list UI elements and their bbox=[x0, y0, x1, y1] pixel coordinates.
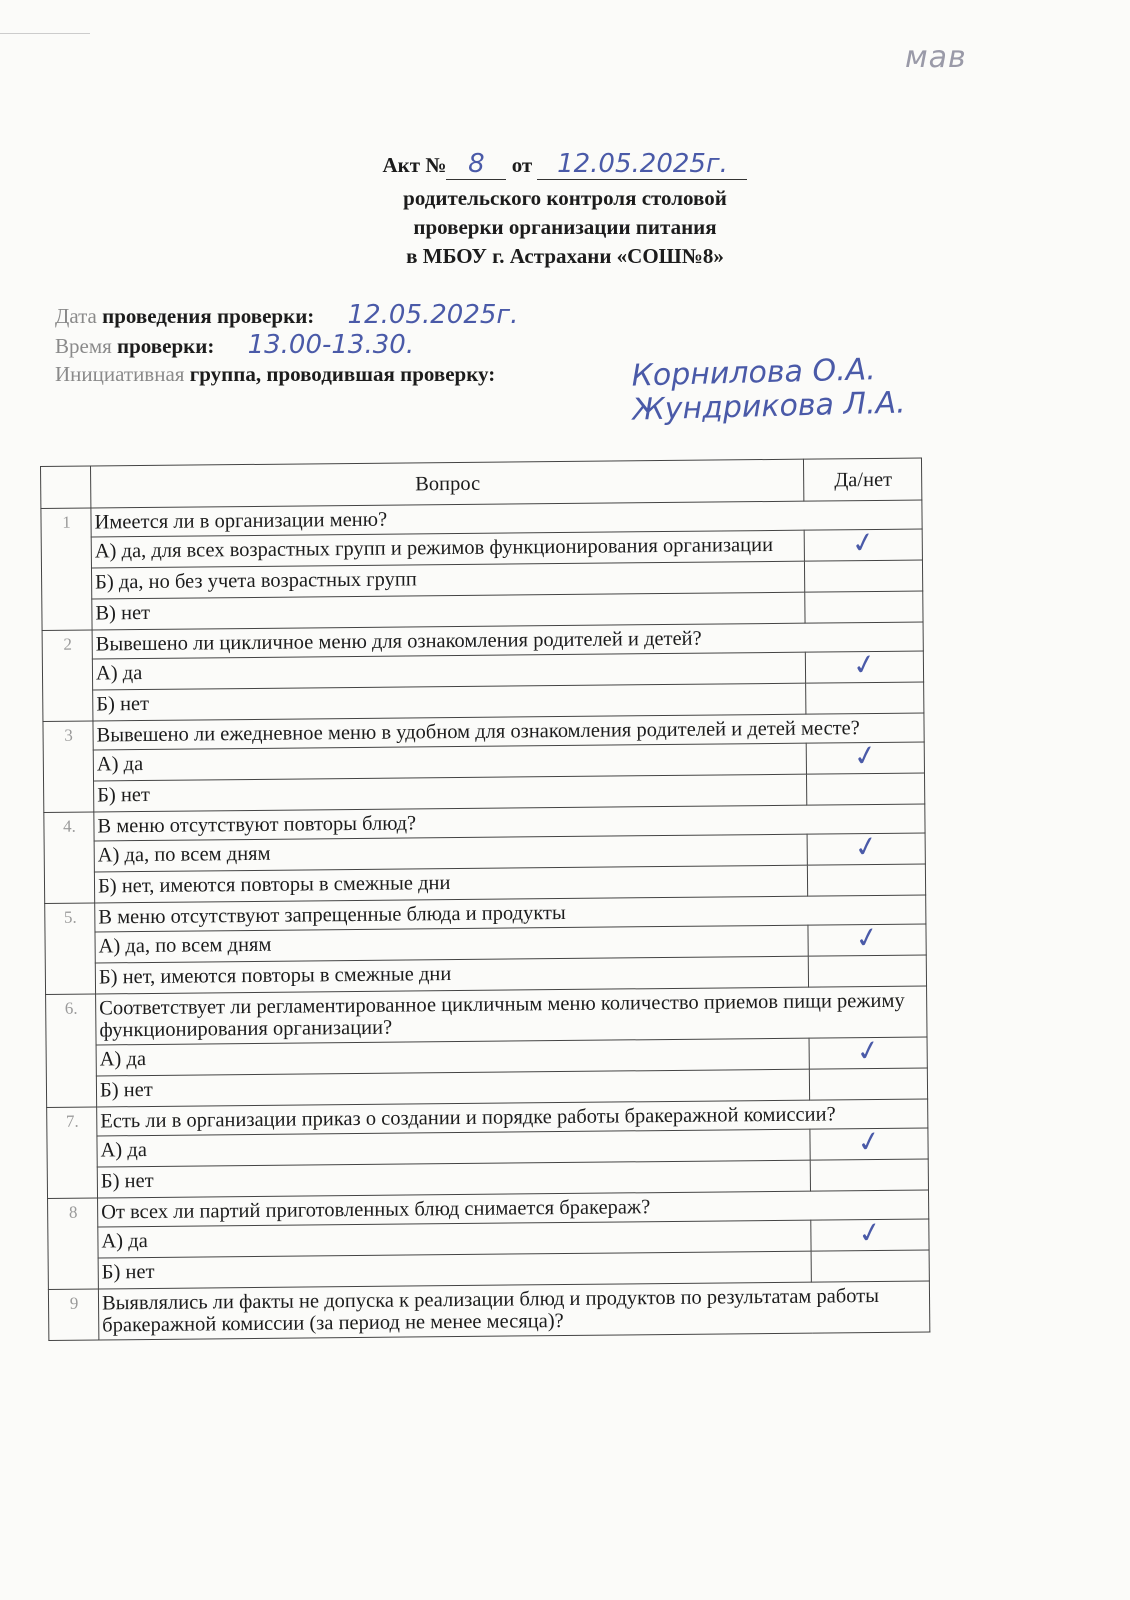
answer-cell bbox=[810, 1159, 928, 1191]
answer-cell bbox=[805, 591, 923, 623]
option-text: А) да, по всем дням bbox=[94, 834, 807, 872]
check-mark-icon: ✓ bbox=[855, 1216, 885, 1251]
question-text: В меню отсутствуют повторы блюд? bbox=[94, 804, 925, 841]
question-text: Вывешено ли ежедневное меню в удобном для ознакомления родителей и детей месте? bbox=[93, 713, 924, 750]
inspection-date-row bbox=[55, 300, 518, 330]
group-members bbox=[631, 352, 906, 427]
group-label-faded: Инициативная bbox=[55, 362, 185, 386]
act-title-line bbox=[0, 150, 1130, 184]
question-number: 7. bbox=[47, 1107, 98, 1198]
act-prefix: Акт № bbox=[382, 153, 447, 177]
questions-table-body bbox=[41, 458, 930, 1340]
header-line-3: проверки организации питания bbox=[413, 215, 717, 239]
question-text: В меню отсутствуют запрещенные блюда и продукты bbox=[95, 895, 926, 932]
corner-handwritten-mark: мав bbox=[905, 40, 967, 75]
check-mark-icon: ✓ bbox=[849, 526, 879, 561]
question-number: 1 bbox=[41, 508, 92, 630]
act-number: 8 bbox=[446, 150, 506, 180]
answer-cell bbox=[806, 682, 924, 714]
option-text: Б) нет, имеются повторы в смежные дни bbox=[95, 956, 808, 994]
questions-table bbox=[40, 458, 930, 1341]
answer-cell bbox=[806, 739, 924, 774]
date-label-faded: Дата bbox=[55, 304, 97, 328]
check-mark-icon: ✓ bbox=[852, 830, 881, 865]
option-text: Б) нет bbox=[93, 683, 806, 721]
answer-cell bbox=[810, 1125, 928, 1160]
time-label: проверки: bbox=[111, 334, 215, 358]
time-value: 13.00-13.30. bbox=[247, 330, 415, 360]
act-from: от bbox=[511, 153, 533, 177]
option-text: А) да bbox=[93, 743, 806, 781]
document-header bbox=[0, 150, 1130, 271]
answer-cell bbox=[805, 648, 923, 683]
check-mark-icon: ✓ bbox=[853, 921, 882, 956]
question-number: 2 bbox=[42, 630, 93, 721]
date-label: проведения проверки: bbox=[96, 304, 315, 328]
question-number: 8 bbox=[48, 1198, 99, 1289]
option-text: А) да bbox=[92, 652, 805, 690]
question-text: Выявлялись ли факты не допуска к реализации блюд и продуктов по результатам работы бракеражной комиссии (за период не менее месяца)? bbox=[98, 1281, 929, 1340]
option-text: Б) да, но без учета возрастных групп bbox=[91, 561, 804, 599]
question-text: Соответствует ли регламентированное цикличным меню количество приемов пищи режиму функционирования организации? bbox=[96, 986, 927, 1045]
check-mark-icon: ✓ bbox=[854, 1034, 883, 1069]
question-number: 3 bbox=[43, 721, 94, 812]
answer-cell bbox=[811, 1216, 929, 1251]
group-label: группа, проводившая проверку: bbox=[184, 362, 496, 386]
answer-cell bbox=[809, 1034, 927, 1069]
answer-cell bbox=[809, 1068, 927, 1100]
question-text: Есть ли в организации приказ о создании и порядке работы бракеражной комиссии? bbox=[97, 1099, 928, 1136]
header-line-2: родительского контроля столовой bbox=[403, 186, 727, 210]
date-value: 12.05.2025г. bbox=[347, 300, 519, 330]
answer-cell bbox=[811, 1250, 929, 1282]
question-text: Вывешено ли цикличное меню для ознакомления родителей и детей? bbox=[92, 622, 923, 659]
answer-column-header: Да/нет bbox=[803, 458, 921, 501]
answer-cell bbox=[804, 526, 922, 561]
check-mark-icon: ✓ bbox=[850, 648, 880, 683]
num-header bbox=[41, 466, 91, 508]
option-text: Б) нет bbox=[97, 1160, 810, 1198]
option-text: Б) нет bbox=[98, 1251, 811, 1289]
inspection-time-row bbox=[55, 330, 414, 360]
question-number: 9 bbox=[48, 1289, 98, 1340]
question-text: Имеется ли в организации меню? bbox=[91, 500, 922, 537]
option-text: А) да bbox=[97, 1129, 810, 1167]
question-number: 4. bbox=[44, 812, 95, 903]
answer-cell bbox=[808, 955, 926, 987]
group-member: Корнилова О.А. bbox=[631, 352, 877, 394]
option-text: А) да, по всем дням bbox=[95, 925, 808, 963]
option-text: В) нет bbox=[92, 592, 805, 630]
check-mark-icon: ✓ bbox=[851, 739, 881, 774]
check-mark-icon: ✓ bbox=[855, 1125, 884, 1160]
group-member: Жундрикова Л.А. bbox=[632, 385, 907, 428]
header-line-4: в МБОУ г. Астрахани «СОШ№8» bbox=[406, 244, 724, 268]
group-row bbox=[55, 362, 495, 387]
answer-cell bbox=[807, 864, 925, 896]
answer-cell bbox=[804, 560, 922, 592]
time-label-faded: Время bbox=[55, 334, 112, 358]
option-text: Б) нет bbox=[94, 774, 807, 812]
question-row bbox=[46, 986, 927, 1045]
act-date: 12.05.2025г. bbox=[537, 150, 747, 180]
scan-edge-line bbox=[0, 33, 90, 34]
option-text: Б) нет bbox=[96, 1069, 809, 1107]
option-text: Б) нет, имеются повторы в смежные дни bbox=[94, 865, 807, 903]
answer-cell bbox=[807, 830, 925, 865]
question-number: 6. bbox=[46, 994, 97, 1107]
question-row bbox=[48, 1281, 929, 1340]
option-text: А) да bbox=[96, 1038, 809, 1076]
option-text: А) да bbox=[98, 1220, 811, 1258]
question-text: От всех ли партий приготовленных блюд снимается бракераж? bbox=[98, 1190, 929, 1227]
question-column-header: Вопрос bbox=[91, 459, 804, 508]
answer-cell bbox=[808, 921, 926, 956]
answer-cell bbox=[806, 773, 924, 805]
option-text: А) да, для всех возрастных групп и режимов функционирования организации bbox=[91, 530, 804, 568]
question-number: 5. bbox=[45, 903, 96, 994]
